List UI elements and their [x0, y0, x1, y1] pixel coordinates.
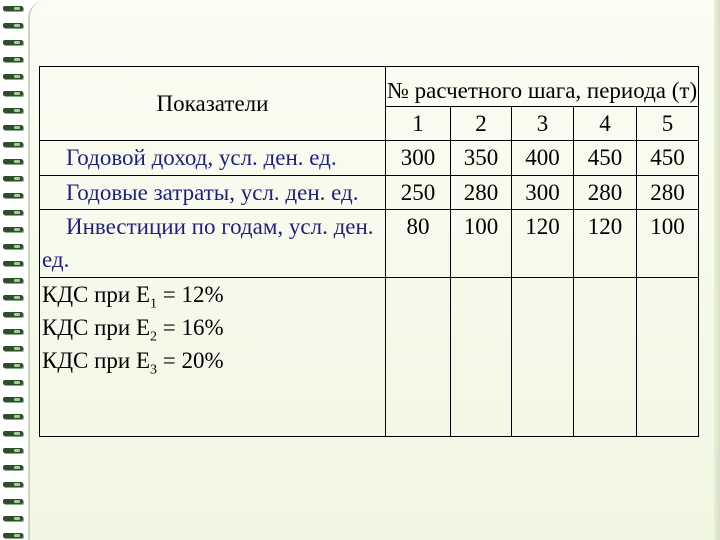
- binding-ring: [3, 482, 23, 487]
- empty-cell: [574, 277, 637, 436]
- cell-value: 400: [512, 141, 574, 175]
- kds-rate: = 12%: [157, 281, 224, 307]
- empty-cell: [451, 277, 512, 436]
- kds-prefix: КДС при Е: [42, 281, 151, 307]
- binding-ring: [3, 193, 23, 198]
- empty-cell: [386, 277, 451, 436]
- cell-value: 80: [386, 210, 451, 278]
- binding-ring: [3, 159, 23, 164]
- table-header-row: [40, 67, 699, 107]
- indicators-table: [39, 66, 699, 437]
- cell-value: 120: [574, 210, 637, 278]
- binding-ring: [3, 6, 23, 11]
- binding-ring: [3, 125, 23, 130]
- kds-labels: [40, 277, 386, 436]
- binding-ring: [3, 397, 23, 402]
- table-row-income: [40, 141, 699, 175]
- kds-prefix: КДС при Е: [42, 348, 151, 374]
- cell-value: 300: [386, 141, 451, 175]
- binding-ring: [3, 380, 23, 385]
- kds-line-3: [42, 344, 385, 377]
- cell-value: 100: [637, 210, 699, 278]
- cell-value: 450: [637, 141, 699, 175]
- binding-ring: [3, 499, 23, 504]
- binding-ring: [3, 91, 23, 96]
- cell-value: 350: [451, 141, 512, 175]
- binding-ring: [3, 312, 23, 317]
- binding-ring: [3, 363, 23, 368]
- binding-ring: [3, 414, 23, 419]
- binding-ring: [3, 431, 23, 436]
- table-row-costs: [40, 175, 699, 209]
- row-label-income: Годовой доход, усл. ден. ед.: [40, 141, 386, 175]
- empty-cell: [512, 277, 574, 436]
- kds-subscript: 3: [150, 363, 158, 379]
- period-number: 1: [386, 107, 451, 141]
- table-row-kds: [40, 277, 699, 436]
- binding-ring: [3, 516, 23, 521]
- cell-value: 280: [574, 175, 637, 209]
- binding-ring: [3, 448, 23, 453]
- cell-value: 280: [637, 175, 699, 209]
- empty-cell: [637, 277, 699, 436]
- kds-line-2: [42, 311, 385, 344]
- period-number: 3: [512, 107, 574, 141]
- indicators-header: Показатели: [40, 67, 386, 141]
- binding-ring: [3, 23, 23, 28]
- binding-ring: [3, 465, 23, 470]
- kds-line-1: [42, 278, 385, 311]
- binding-ring: [3, 261, 23, 266]
- binding-ring: [3, 278, 23, 283]
- period-header: № расчетного шага, периода (т): [386, 67, 699, 107]
- binding-ring: [3, 329, 23, 334]
- kds-prefix: КДС при Е: [42, 315, 151, 341]
- spiral-binding: [0, 0, 26, 540]
- row-label-investments: Инвестиции по годам, усл. ден. ед.: [40, 210, 386, 278]
- cell-value: 280: [451, 175, 512, 209]
- binding-ring: [3, 142, 23, 147]
- table-row-investments: [40, 210, 699, 278]
- kds-subscript: 2: [150, 329, 158, 345]
- cell-value: 250: [386, 175, 451, 209]
- period-number: 4: [574, 107, 637, 141]
- binding-ring: [3, 108, 23, 113]
- cell-value: 120: [512, 210, 574, 278]
- binding-ring: [3, 176, 23, 181]
- period-number: 2: [451, 107, 512, 141]
- binding-ring: [3, 295, 23, 300]
- cell-value: 300: [512, 175, 574, 209]
- cell-value: 450: [574, 141, 637, 175]
- binding-ring: [3, 244, 23, 249]
- binding-ring: [3, 40, 23, 45]
- binding-ring: [3, 210, 23, 215]
- binding-ring: [3, 533, 23, 538]
- binding-ring: [3, 74, 23, 79]
- kds-rate: = 16%: [157, 315, 224, 341]
- row-label-costs: Годовые затраты, усл. ден. ед.: [40, 175, 386, 209]
- binding-ring: [3, 57, 23, 62]
- kds-rate: = 20%: [157, 348, 224, 374]
- kds-subscript: 1: [150, 296, 158, 312]
- cell-value: 100: [451, 210, 512, 278]
- binding-ring: [3, 346, 23, 351]
- period-number: 5: [637, 107, 699, 141]
- binding-ring: [3, 227, 23, 232]
